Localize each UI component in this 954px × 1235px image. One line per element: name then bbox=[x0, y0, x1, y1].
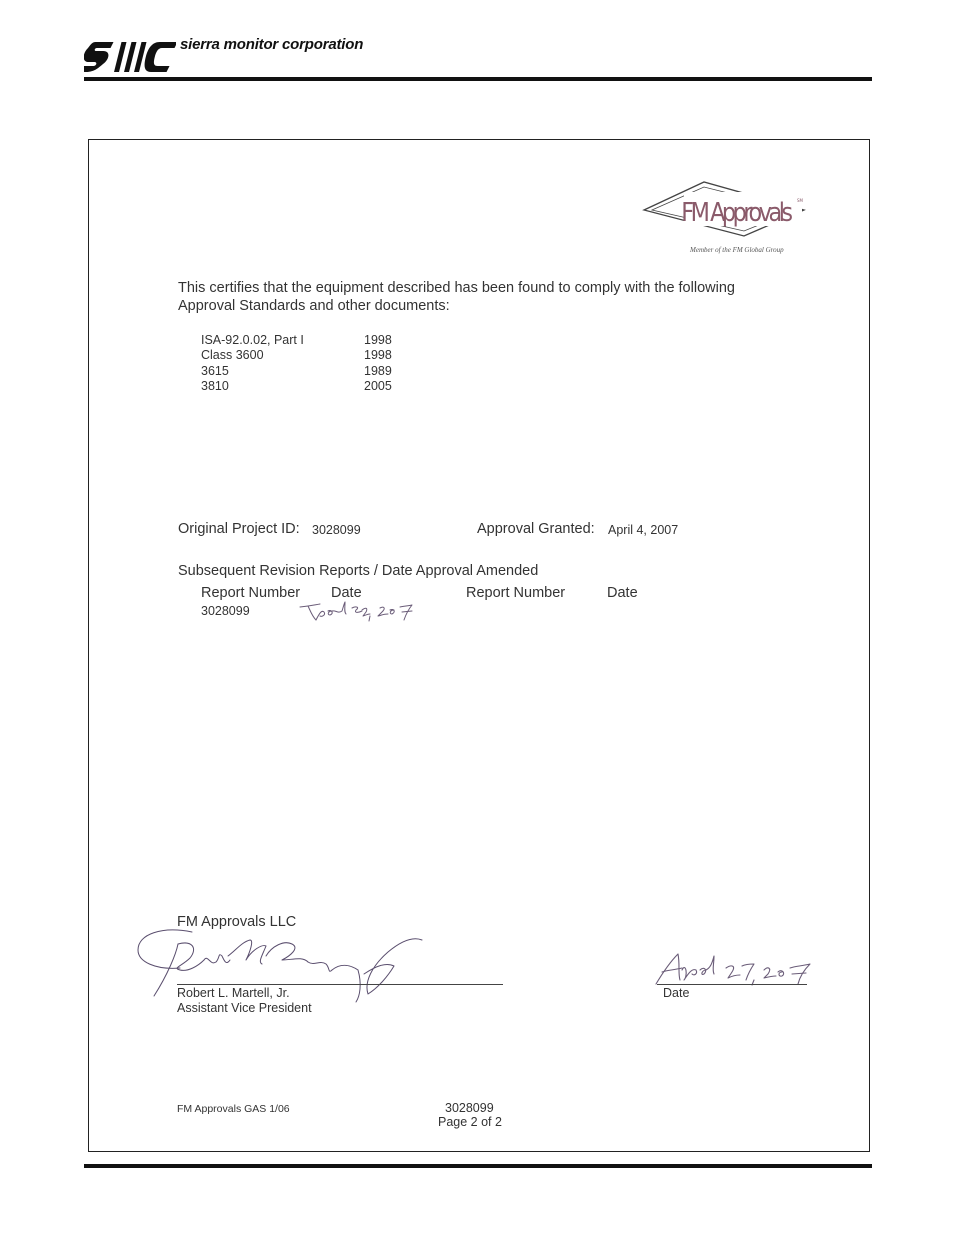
footer-rule bbox=[84, 1164, 872, 1168]
date-label: Date bbox=[663, 986, 690, 1000]
standard-name: 3810 bbox=[201, 379, 229, 393]
intro-line-2: Approval Standards and other documents: bbox=[178, 298, 450, 314]
project-id-value: 3028099 bbox=[312, 523, 361, 537]
organization-name: FM Approvals LLC bbox=[177, 914, 297, 930]
signer-title: Assistant Vice President bbox=[177, 1001, 312, 1015]
revision-heading: Subsequent Revision Reports / Date Approval Amended bbox=[178, 563, 539, 579]
signer-name: Robert L. Martell, Jr. bbox=[177, 986, 290, 1000]
fm-logo-sm: SM bbox=[797, 198, 803, 203]
revision-report-number: 3028099 bbox=[201, 604, 250, 618]
revision-column-date-2: Date bbox=[607, 585, 638, 601]
footer-form-code: FM Approvals GAS 1/06 bbox=[177, 1103, 290, 1115]
header-rule bbox=[84, 77, 872, 81]
revision-column-date: Date bbox=[331, 585, 362, 601]
footer-project-id: 3028099 bbox=[445, 1101, 494, 1115]
approval-granted-date: April 4, 2007 bbox=[608, 523, 679, 537]
signature-date-handwritten bbox=[652, 950, 814, 988]
project-id-label: Original Project ID: bbox=[178, 521, 300, 537]
fm-tagline: Member of the FM Global Group bbox=[690, 246, 784, 254]
fm-logo-text: FM Approvals bbox=[681, 196, 794, 228]
standard-year: 1998 bbox=[364, 348, 392, 362]
company-name: sierra monitor corporation bbox=[180, 36, 364, 53]
smc-logo bbox=[84, 40, 176, 74]
revision-column-report-number: Report Number bbox=[201, 585, 301, 601]
standard-name: Class 3600 bbox=[201, 348, 264, 362]
standard-name: 3615 bbox=[201, 364, 229, 378]
signature-line bbox=[177, 984, 503, 985]
intro-line-1: This certifies that the equipment described has been found to comply with the following bbox=[178, 280, 735, 296]
approval-granted-label: Approval Granted: bbox=[477, 521, 595, 537]
revision-date-handwritten bbox=[296, 598, 428, 624]
standard-year: 1998 bbox=[364, 333, 392, 347]
revision-column-report-number-2: Report Number bbox=[466, 585, 566, 601]
standard-name: ISA-92.0.02, Part I bbox=[201, 333, 304, 347]
date-line bbox=[657, 984, 807, 985]
standard-year: 2005 bbox=[364, 379, 392, 393]
footer-page-number: Page 2 of 2 bbox=[438, 1115, 502, 1129]
standard-year: 1989 bbox=[364, 364, 392, 378]
